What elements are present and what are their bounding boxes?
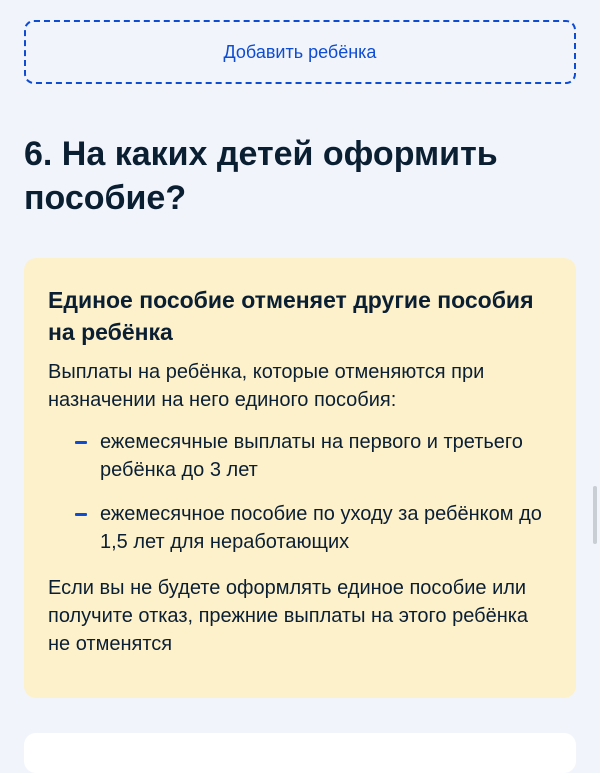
info-card-intro: Выплаты на ребёнка, которые отменяются при назначении на него единого пособия: — [48, 361, 485, 411]
dash-bullet-icon — [75, 513, 87, 516]
list-item-text: ежемесячные выплаты на первого и третьего ребёнка до 3 лет — [100, 431, 523, 481]
add-child-label: Добавить ребёнка — [223, 41, 377, 62]
section-title: 6. На каких детей оформить пособие? — [24, 135, 498, 217]
dash-bullet-icon — [75, 441, 87, 444]
list-item — [48, 500, 552, 556]
info-card-note: Если вы не будете оформлять единое пособие или получите отказ, прежние выплаты на этого ребёнка не отменятся — [48, 577, 529, 655]
benefits-list — [48, 428, 552, 556]
add-child-button[interactable] — [24, 20, 576, 84]
next-card — [24, 733, 576, 773]
list-item — [48, 428, 552, 484]
list-item-text: ежемесячное пособие по уходу за ребёнком до 1,5 лет для неработающих — [100, 503, 542, 553]
info-card-title: Единое пособие отменяет другие пособия на ребёнка — [48, 287, 534, 345]
scrollbar[interactable] — [593, 486, 597, 544]
info-card — [24, 258, 576, 698]
